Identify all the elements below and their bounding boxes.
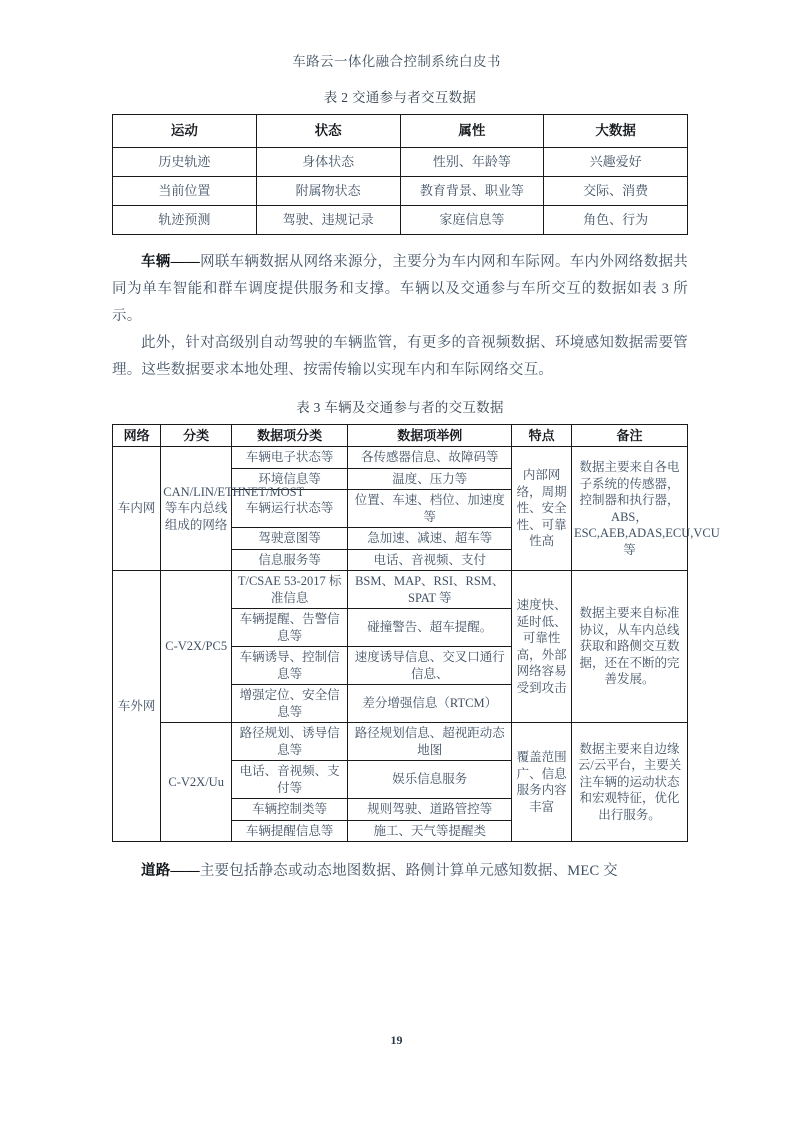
table2-cell: 轨迹预测 — [113, 206, 257, 235]
table3-itemclass-cell: 车辆诱导、控制信息等 — [232, 647, 348, 685]
table3-itemexample-cell: 位置、车速、档位、加速度等 — [348, 490, 512, 528]
table3-itemclass-cell: 增强定位、安全信息等 — [232, 685, 348, 723]
table3-itemclass-cell: 环境信息等 — [232, 468, 348, 490]
table2-cell: 身体状态 — [256, 148, 400, 177]
paragraph-vehicle-lead: 车辆—— — [141, 254, 200, 270]
paragraph-road-text: 主要包括静态或动态地图数据、路侧计算单元感知数据、MEC 交 — [199, 863, 618, 879]
table3-itemexample-cell: 娱乐信息服务 — [348, 761, 512, 799]
table3-itemexample-cell: 速度诱导信息、交叉口通行信息、 — [348, 647, 512, 685]
table2-header-cell: 状态 — [256, 115, 400, 148]
table-row — [113, 447, 688, 469]
table2-header-row — [113, 115, 688, 148]
table-vehicle-interaction-data — [112, 424, 720, 842]
paragraph-vehicle — [112, 249, 688, 330]
table3-itemclass-cell: 车辆提醒信息等 — [232, 820, 348, 842]
running-header: 车路云一体化融合控制系统白皮书 — [292, 54, 501, 69]
table-row — [113, 571, 688, 609]
paragraph-road-lead: 道路—— — [141, 863, 200, 879]
table3-header-cell: 备注 — [571, 424, 687, 446]
table3-itemclass-cell: 车辆运行状态等 — [232, 490, 348, 528]
page-content — [112, 86, 720, 885]
table2-cell: 历史轨迹 — [113, 148, 257, 177]
table3-category-cell: CAN/LIN/ETHNET/MOST 等车内总线组成的网络 — [161, 447, 232, 571]
table2-cell: 家庭信息等 — [400, 206, 544, 235]
paragraph-vehicle-text: 网联车辆数据从网络来源分，主要分为车内网和车际网。车内外网络数据共同为单车智能和群车调度提供服务和支撑。车辆以及交通参与车所交互的数据如表 3 所示。 — [112, 254, 688, 324]
table3-itemexample-cell: 路径规划信息、超视距动态地图 — [348, 723, 512, 761]
table3-category-cell: C-V2X/Uu — [161, 723, 232, 842]
table3-itemexample-cell: BSM、MAP、RSI、RSM、SPAT 等 — [348, 571, 512, 609]
table3-category-cell: C-V2X/PC5 — [161, 571, 232, 723]
table3-itemexample-cell: 电话、音视频、支付 — [348, 549, 512, 571]
table3-feature-cell: 覆盖范围广、信息服务内容丰富 — [512, 723, 572, 842]
paragraph-supervision: 此外，针对高级别自动驾驶的车辆监管，有更多的音视频数据、环境感知数据需要管理。这些数据要求本地处理、按需传输以实现车内和车际网络交互。 — [112, 334, 688, 378]
table3-itemclass-cell: 车辆控制类等 — [232, 799, 348, 821]
table3-itemexample-cell: 差分增强信息（RTCM） — [348, 685, 512, 723]
table3-itemclass-cell: 车辆提醒、告警信息等 — [232, 609, 348, 647]
table3-itemclass-cell: 信息服务等 — [232, 549, 348, 571]
table3-caption: 表 3 车辆及交通参与者的交互数据 — [296, 399, 504, 415]
paragraph-road — [112, 858, 688, 885]
table2-cell: 性别、年龄等 — [400, 148, 544, 177]
table3-itemclass-cell: T/CSAE 53-2017 标准信息 — [232, 571, 348, 609]
table2-header-cell: 大数据 — [544, 115, 688, 148]
table3-itemclass-cell: 车辆电子状态等 — [232, 447, 348, 469]
table-row — [113, 723, 688, 761]
table3-note-cell: 数据主要来自边缘云/云平台，主要关注车辆的运动状态和宏观特征，优化出行服务。 — [571, 723, 687, 842]
table2-cell: 角色、行为 — [544, 206, 688, 235]
table3-itemclass-cell: 电话、音视频、支付等 — [232, 761, 348, 799]
table3-itemexample-cell: 各传感器信息、故障码等 — [348, 447, 512, 469]
table2-cell: 驾驶、违规记录 — [256, 206, 400, 235]
table3-network-cell: 车内网 — [113, 447, 161, 571]
table3-header-cell: 数据项分类 — [232, 424, 348, 446]
table3-itemexample-cell: 规则驾驶、道路管控等 — [348, 799, 512, 821]
table2-caption: 表 2 交通参与者交互数据 — [323, 90, 477, 105]
table3-feature-cell: 内部网络，周期性、安全性、可靠性高 — [512, 447, 572, 571]
table3-header-cell: 特点 — [512, 424, 572, 446]
table3-header-cell: 数据项举例 — [348, 424, 512, 446]
table3-itemclass-cell: 驾驶意图等 — [232, 528, 348, 550]
table3-itemexample-cell: 温度、压力等 — [348, 468, 512, 490]
table3-note-cell: 数据主要来自标准协议，从车内总线获取和路侧交互数据，还在不断的完善发展。 — [571, 571, 687, 723]
table3-header-cell: 网络 — [113, 424, 161, 446]
table2-cell: 附属物状态 — [256, 177, 400, 206]
table2-cell: 教育背景、职业等 — [400, 177, 544, 206]
table3-itemexample-cell: 急加速、减速、超车等 — [348, 528, 512, 550]
table3-itemclass-cell: 路径规划、诱导信息等 — [232, 723, 348, 761]
table3-itemexample-cell: 碰撞警告、超车提醒。 — [348, 609, 512, 647]
page-number: 19 — [390, 1033, 403, 1047]
table2-cell: 当前位置 — [113, 177, 257, 206]
table3-header-cell: 分类 — [161, 424, 232, 446]
table3-network-cell: 车外网 — [113, 571, 161, 842]
table-traffic-participant-data — [112, 114, 688, 235]
table2-cell: 交际、消费 — [544, 177, 688, 206]
table-row — [113, 206, 688, 235]
table2-header-cell: 属性 — [400, 115, 544, 148]
table3-note-cell: 数据主要来自各电子系统的传感器，控制器和执行器，ABS，ESC,AEB,ADAS,ECU,VCU 等 — [571, 447, 687, 571]
table3-itemexample-cell: 施工、天气等提醒类 — [348, 820, 512, 842]
table2-header-cell: 运动 — [113, 115, 257, 148]
table3-header-row — [113, 424, 688, 446]
table3-feature-cell: 速度快、延时低、可靠性高，外部网络容易受到攻击 — [512, 571, 572, 723]
table-row — [113, 177, 688, 206]
table2-cell: 兴趣爱好 — [544, 148, 688, 177]
table-row — [113, 148, 688, 177]
